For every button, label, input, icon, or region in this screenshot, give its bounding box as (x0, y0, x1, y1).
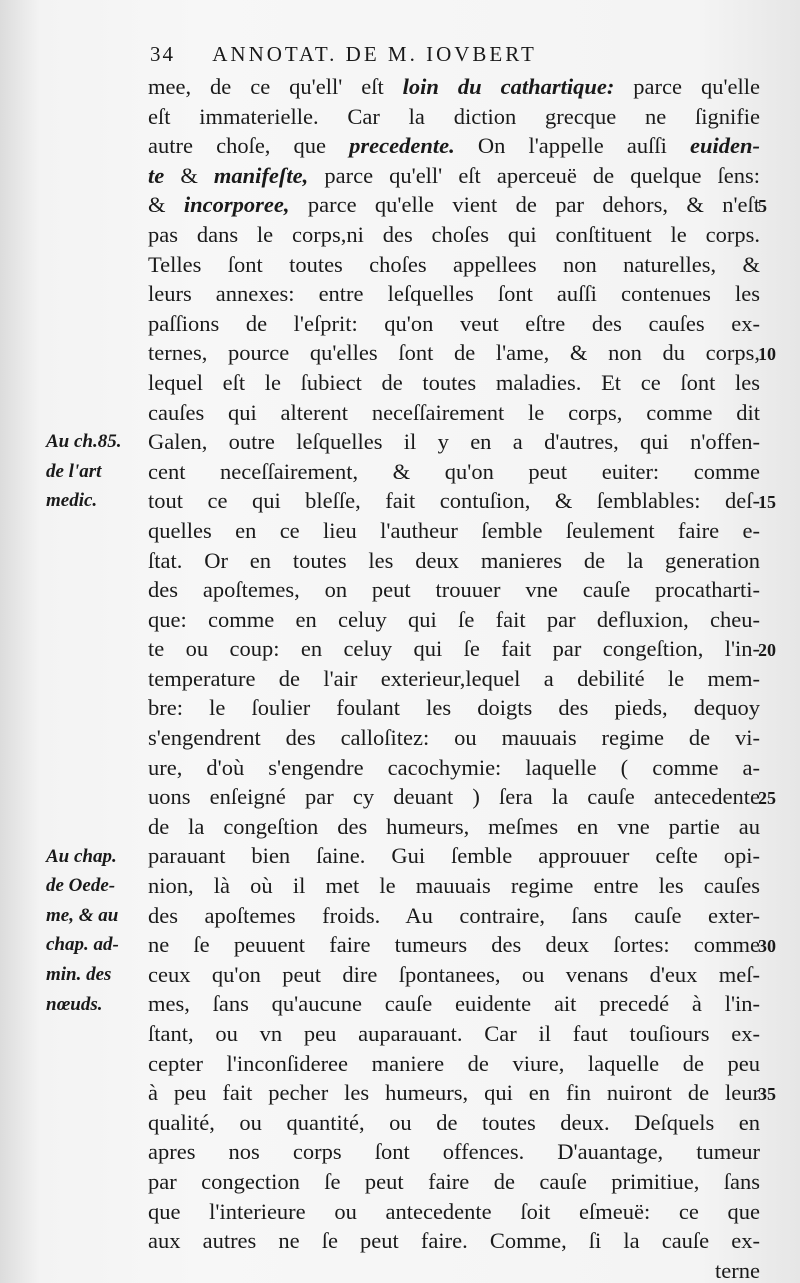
text-line (148, 161, 760, 191)
line-number: 25 (758, 788, 776, 809)
text-run: qualité, ou quantité, ou de toutes deux. Deſquels en (148, 1109, 760, 1135)
margin-note-line: de Oede- (46, 875, 116, 897)
text-run: leurs annexes: entre leſquelles ſont auſſi contenues les (148, 281, 760, 307)
text-run: quelles en ce lieu l'autheur ſemble ſeulement faire e- (148, 517, 760, 543)
margin-note-line: medic. (46, 490, 98, 512)
text-line (148, 427, 760, 457)
text-line (148, 989, 760, 1019)
text-line (148, 575, 760, 605)
text-run: bre: le ſoulier foulant les doigts des pieds, dequoy (148, 695, 760, 721)
text-line (148, 516, 760, 546)
body-text (148, 72, 760, 1283)
italic-phrase: loin du cathartique: (402, 74, 615, 99)
text-run: par congection ſe peut faire de cauſe primitiue, ſans (148, 1168, 760, 1194)
text-run: que: comme en celuy qui ſe fait par defluxion, cheu- (148, 606, 760, 632)
italic-phrase: te (148, 162, 165, 188)
italic-phrase: precedente. (349, 133, 455, 159)
line-number: 20 (758, 640, 776, 661)
text-run: apres nos corps ſont offences. D'auantage, tumeur (148, 1139, 760, 1165)
text-line (148, 131, 760, 161)
text-run: ternes, pource qu'elles ſont de l'ame, & non du corps, (148, 340, 760, 366)
text-line (148, 1049, 760, 1079)
text-line (148, 546, 760, 576)
text-run: aux autres ne ſe peut faire. Comme, ſi la cauſe ex- (148, 1228, 760, 1254)
text-line (148, 279, 760, 309)
text-run: & (164, 162, 214, 188)
text-line (148, 486, 760, 516)
text-run: paſſions de l'eſprit: qu'on veut eſtre des cauſes ex- (148, 310, 760, 336)
margin-note (46, 427, 146, 516)
text-line (148, 1137, 760, 1167)
italic-phrase: incorporee, (183, 192, 290, 218)
text-run: ceux qu'on peut dire ſpontanees, ou venans d'eux meſ- (148, 961, 760, 987)
text-run: te ou coup: en celuy qui ſe fait par congeſtion, l'in- (148, 636, 760, 662)
text-line (148, 309, 760, 339)
text-line (148, 901, 760, 931)
text-run: & (148, 192, 184, 218)
text-run: que l'interieure ou antecedente ſoit eſmeuë: ce que (148, 1198, 760, 1224)
text-line (148, 398, 760, 428)
line-number: 15 (758, 492, 776, 513)
text-line (148, 220, 760, 250)
text-line (148, 1078, 760, 1108)
text-run: terne (715, 1257, 760, 1283)
margin-note-line: de l'art (46, 460, 102, 482)
line-number: 10 (758, 344, 776, 365)
running-title: ANNOTAT. DE M. IOVBERT (212, 42, 537, 66)
text-line (148, 368, 760, 398)
text-run: ure, d'où s'engendre cacochymie: laquelle ( comme a- (148, 754, 760, 780)
text-run: uons enſeigné par cy deuant ) ſera la cauſe antecedente (148, 784, 760, 810)
text-line (148, 605, 760, 635)
text-line (148, 1226, 760, 1256)
text-run: de la congeſtion des humeurs, meſmes en vne partie au (148, 813, 760, 839)
text-line (148, 812, 760, 842)
text-run: On l'appelle auſſi (454, 133, 690, 159)
text-run: pas dans le corps,ni des choſes qui conſtituent le corps. (148, 221, 760, 247)
margin-note (46, 842, 146, 1020)
text-line (148, 1167, 760, 1197)
text-run: eſt immaterielle. Car la diction grecque ne ſignifie (148, 103, 760, 129)
page-number: 34 (150, 42, 175, 66)
text-line (148, 1197, 760, 1227)
text-line (148, 190, 760, 220)
text-run: ſtant, ou vn peu auparauant. Car il faut touſiours ex- (148, 1021, 760, 1046)
text-run: Telles ſont toutes choſes appellees non naturelles, & (148, 251, 760, 277)
text-run: cepter l'inconſideree maniere de viure, laquelle de peu (148, 1050, 760, 1076)
margin-note-line: Au chap. (46, 845, 117, 867)
running-head (150, 42, 770, 67)
text-line (148, 841, 760, 871)
text-run: mes, ſans qu'aucune cauſe euidente ait precedé à l'in- (148, 991, 760, 1017)
text-run: temperature de l'air exterieur,lequel a debilité le mem- (148, 665, 760, 691)
text-line (148, 634, 760, 664)
text-line (148, 782, 760, 812)
margin-note-line: me, & au (46, 904, 119, 926)
text-line (148, 102, 760, 132)
text-run: s'engendrent des calloſitez: ou mauuais regime de vi- (148, 725, 760, 751)
text-line (148, 1256, 760, 1283)
italic-phrase: manifeſte, (213, 162, 309, 188)
text-line (148, 72, 760, 102)
text-line (148, 960, 760, 990)
text-line (148, 250, 760, 280)
text-run: lequel eſt le ſubiect de toutes maladies. Et ce ſont les (148, 369, 760, 395)
margin-note-line: chap. ad- (46, 934, 119, 956)
text-run: parauant bien ſaine. Gui ſemble approuuer ceſte opi- (148, 843, 760, 869)
text-line (148, 1019, 760, 1049)
margin-note-line: nœuds. (46, 993, 103, 1015)
text-line (148, 723, 760, 753)
text-line (148, 338, 760, 368)
text-run: cauſes qui alterent neceſſairement le corps, comme dit (148, 399, 760, 425)
text-run: mee, de ce qu'ell' eſt (148, 74, 403, 99)
text-line (148, 664, 760, 694)
line-number: 35 (758, 1084, 776, 1105)
text-run: Galen, outre leſquelles il y en a d'autres, qui n'offen- (148, 429, 760, 455)
text-run: autre choſe, que (148, 133, 350, 159)
text-line (148, 871, 760, 901)
text-run: ne ſe peuuent faire tumeurs des deux ſortes: comme (148, 932, 760, 958)
text-line (148, 693, 760, 723)
text-line (148, 457, 760, 487)
text-run: des apoſtemes, on peut trouuer vne cauſe procatharti- (148, 577, 760, 603)
line-number: 5 (758, 196, 767, 217)
text-run: cent neceſſairement, & qu'on peut euiter: comme (148, 458, 760, 484)
margin-note-line: Au ch.85. (46, 431, 122, 453)
text-run: parce qu'elle vient de par dehors, & n'eſt (289, 192, 760, 218)
text-run: ſtat. Or en toutes les deux manieres de la generation (148, 547, 760, 573)
text-run: nion, là où il met le mauuais regime entre les cauſes (148, 873, 760, 899)
text-run: parce qu'ell' eſt aperceuë de quelque ſens: (308, 162, 760, 188)
text-line (148, 930, 760, 960)
italic-phrase: euiden- (690, 133, 760, 159)
text-run: à peu fait pecher les humeurs, qui en fin nuiront de leur (148, 1080, 760, 1106)
text-run: parce qu'elle (614, 74, 760, 99)
text-line (148, 753, 760, 783)
text-line (148, 1108, 760, 1138)
text-run: tout ce qui bleſſe, fait contuſion, & ſemblables: deſ- (148, 488, 760, 514)
text-run: des apoſtemes froids. Au contraire, ſans cauſe exter- (148, 902, 760, 928)
margin-note-line: min. des (46, 963, 112, 985)
line-number: 30 (758, 936, 776, 957)
